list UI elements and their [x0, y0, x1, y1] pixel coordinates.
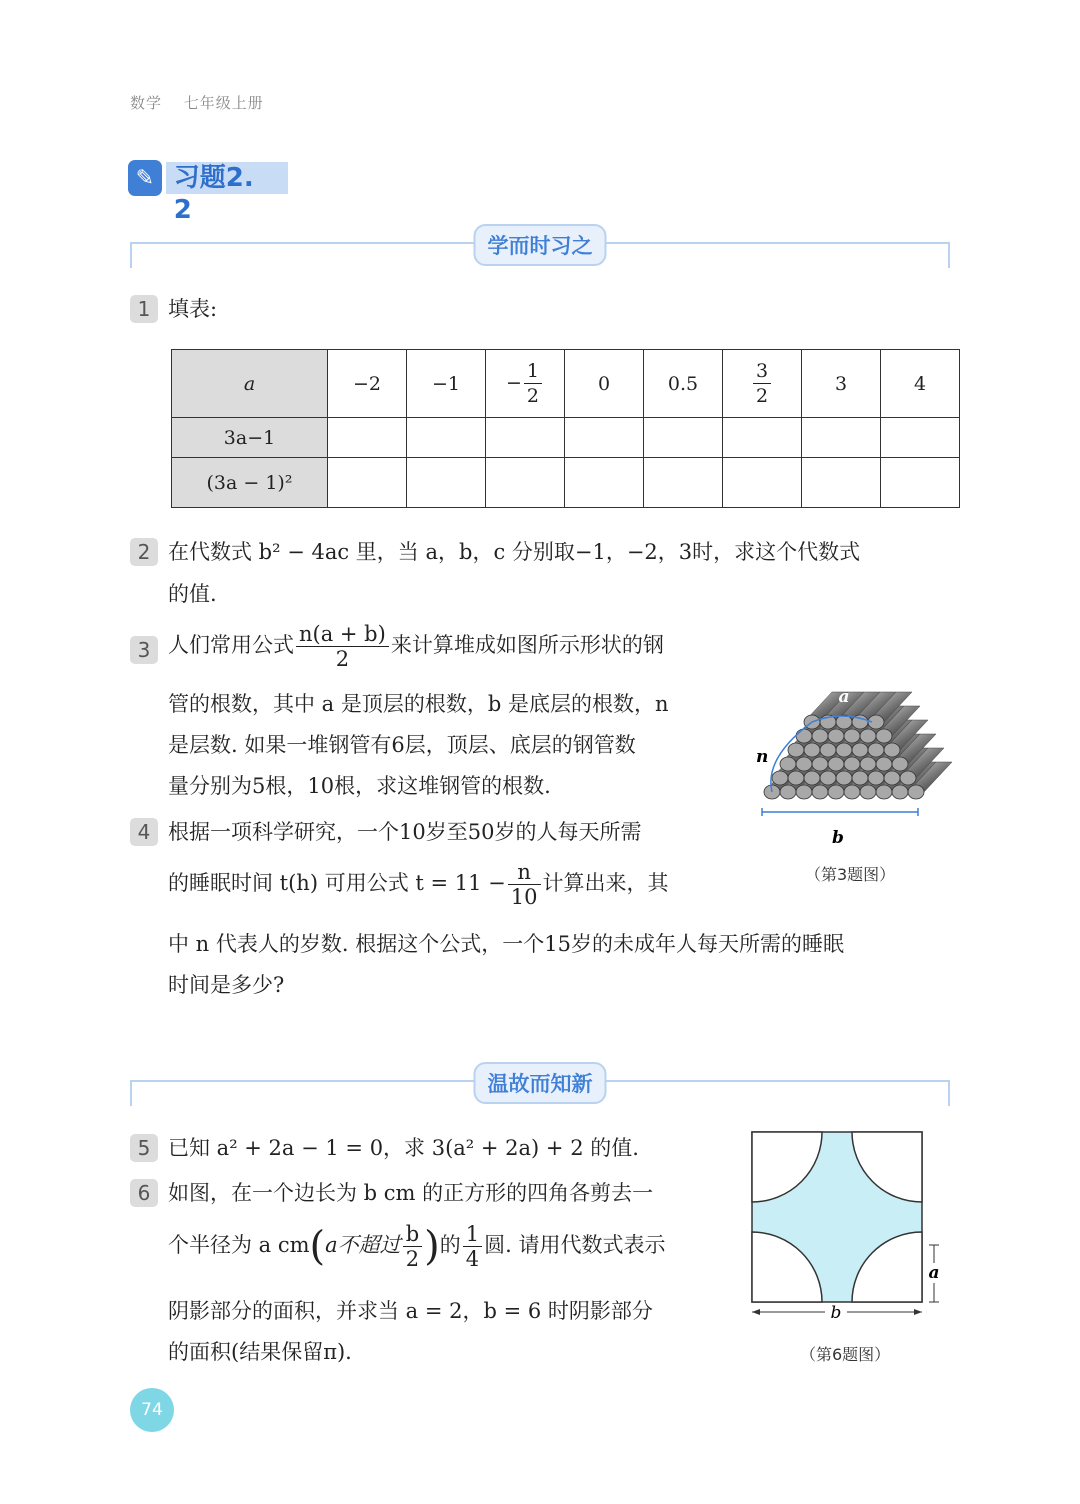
question-4-line3: 中 n 代表人的岁数. 根据这个公式，一个15岁的未成年人每天所需的睡眠: [168, 932, 844, 956]
fig3-label-b: b: [832, 828, 844, 848]
table-blank-cell[interactable]: [407, 458, 486, 508]
question-number: 1: [130, 295, 158, 323]
fig3-label-a: a: [838, 687, 850, 707]
fig6-label-b: b: [830, 1303, 842, 1323]
table-blank-cell[interactable]: [723, 458, 802, 508]
header-subject: 数学: [130, 94, 163, 112]
question-number: 4: [130, 818, 158, 846]
table-blank-cell[interactable]: [802, 458, 881, 508]
table-blank-cell[interactable]: [881, 458, 960, 508]
table-cell: 4: [881, 350, 960, 418]
fill-table: [171, 349, 960, 508]
exercise-title-text: 习题2. 2: [166, 162, 288, 194]
figure-6-caption: （第6题图）: [800, 1345, 891, 1364]
header-grade: 七年级上册: [183, 94, 264, 112]
table-blank-cell[interactable]: [328, 458, 407, 508]
question-6-line1: 如图，在一个边长为 b cm 的正方形的四角各剪去一: [168, 1181, 654, 1205]
table-cell: [723, 350, 802, 418]
three-halves: $\frac{3}{2}$: [753, 359, 771, 408]
table-blank-cell[interactable]: [565, 418, 644, 458]
table-blank-cell[interactable]: [407, 418, 486, 458]
table-cell: 0: [565, 350, 644, 418]
running-header: [130, 92, 280, 113]
question-6-line4: 的面积(结果保留π).: [168, 1340, 352, 1364]
question-3-line2: 管的根数，其中 a 是顶层的根数，b 是底层的根数，n: [168, 692, 669, 716]
formula-fraction: $\frac{n(a + b)}{2}$: [296, 622, 389, 671]
question-1-text: 填表:: [168, 297, 218, 321]
table-blank-cell[interactable]: [565, 458, 644, 508]
table-cell: 3: [802, 350, 881, 418]
question-6-line3: 阴影部分的面积，并求当 a = 2，b = 6 时阴影部分: [168, 1299, 653, 1323]
formula-fraction: $\frac{n}{10}$: [508, 860, 541, 909]
fig6-label-a: a: [928, 1263, 940, 1283]
table-cell: [486, 350, 565, 418]
table-cell: −1: [407, 350, 486, 418]
table-blank-cell[interactable]: [328, 418, 407, 458]
neg-half: − $\frac{1}{2}$: [506, 372, 544, 394]
table-blank-cell[interactable]: [644, 458, 723, 508]
table-cell: −2: [328, 350, 407, 418]
section-label-review: 学而时习之: [474, 224, 607, 266]
pencil-note-icon: ✎: [128, 160, 162, 196]
table-blank-cell[interactable]: [723, 418, 802, 458]
table-header-a: a: [172, 350, 328, 418]
table-blank-cell[interactable]: [644, 418, 723, 458]
question-5-text: 已知 a² + 2a − 1 = 0，求 3(a² + 2a) + 2 的值.: [168, 1136, 639, 1160]
table-blank-cell[interactable]: [486, 418, 565, 458]
table-blank-cell[interactable]: [802, 418, 881, 458]
question-3-line1: 人们常用公式 $\frac{n(a + b)}{2}$ 来计算堆成如图所示形状的钢: [168, 622, 664, 671]
question-2-line2: 的值.: [168, 582, 217, 606]
pipe-stack-figure: [750, 640, 955, 850]
page-number: 74: [130, 1388, 174, 1432]
question-6-line2: 个半径为 a cm(a不超过 $\frac{b}{2}$ )的 $\frac{1}{4}$ 圆. 请用代数式表示: [168, 1222, 666, 1271]
question-4-line1: 根据一项科学研究，一个10岁至50岁的人每天所需: [168, 820, 642, 844]
question-4-line2: 的睡眠时间 t(h) 可用公式 t = 11 − $\frac{n}{10}$ 计算出来，其: [168, 860, 669, 909]
table-cell: 0.5: [644, 350, 723, 418]
section-divider-extend: [130, 1066, 950, 1096]
square-quarter-circles-figure: [745, 1125, 950, 1325]
question-number: 2: [130, 538, 158, 566]
section-label-extend: 温故而知新: [474, 1062, 607, 1104]
question-3-line3: 是层数. 如果一堆钢管有6层，顶层、底层的钢管数: [168, 733, 636, 757]
question-number: 3: [130, 636, 158, 664]
question-number: 6: [130, 1179, 158, 1207]
question-3-line4: 量分别为5根，10根，求这堆钢管的根数.: [168, 774, 551, 798]
question-4-line4: 时间是多少?: [168, 973, 285, 997]
table-header-square: (3a − 1)²: [172, 458, 328, 508]
section-divider-review: [130, 228, 950, 258]
question-number: 5: [130, 1134, 158, 1162]
table-blank-cell[interactable]: [881, 418, 960, 458]
table-blank-cell[interactable]: [486, 458, 565, 508]
question-2-line1: 在代数式 b² − 4ac 里，当 a，b，c 分别取−1，−2，3时，求这个代数式: [168, 540, 861, 564]
exercise-title: [128, 158, 288, 225]
figure-3-caption: （第3题图）: [805, 865, 896, 884]
table-header-3a-1: 3a−1: [172, 418, 328, 458]
fig3-label-n: n: [756, 747, 769, 767]
